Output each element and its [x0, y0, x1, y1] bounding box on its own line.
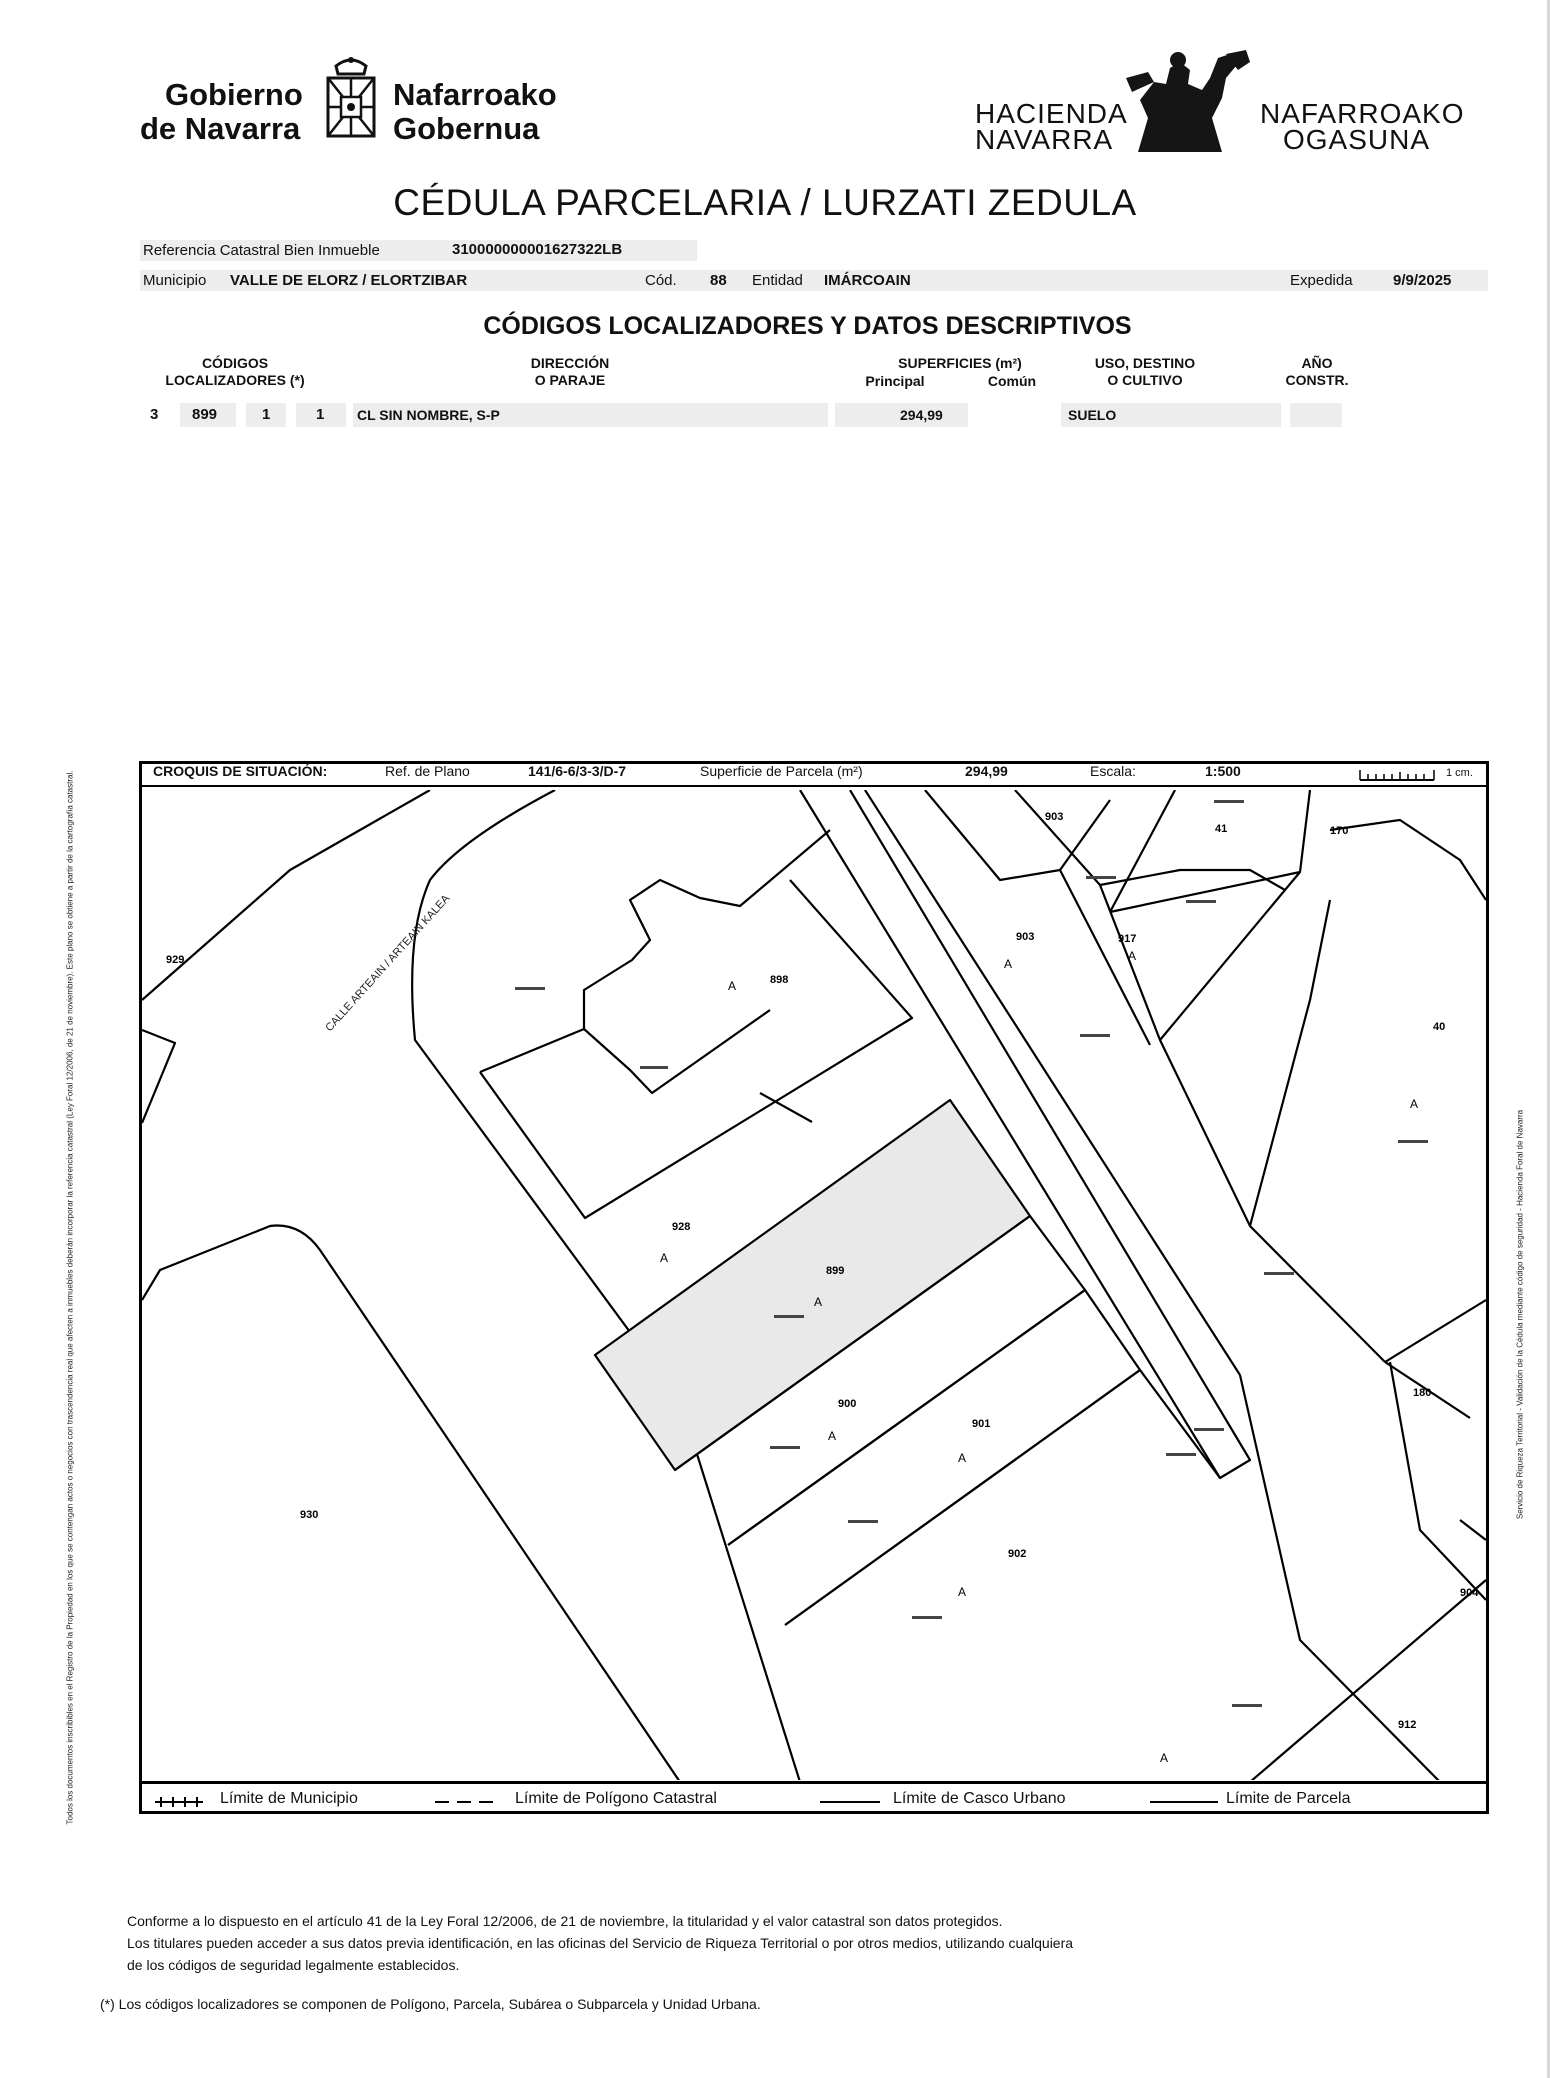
scale-unit: 1 cm.	[1446, 767, 1473, 779]
row-poligono: 3	[150, 406, 159, 423]
hacienda-text-1: HACIENDA	[975, 98, 1128, 129]
cod-value: 88	[710, 272, 727, 289]
svg-text:A: A	[1410, 1097, 1419, 1111]
svg-text:A: A	[1160, 1751, 1169, 1765]
reference-value: 31000000000162732​2LB	[452, 241, 623, 258]
parcel-label: 900	[838, 1398, 857, 1410]
row-subparcela: 1	[262, 406, 271, 423]
parcel-label: 904	[1460, 1587, 1479, 1599]
municipio-label: Municipio	[143, 272, 207, 289]
th-codigos: CÓDIGOS LOCALIZADORES (*)	[165, 355, 305, 388]
hacienda-text-2: NAVARRA	[975, 124, 1114, 155]
svg-text:A: A	[660, 1251, 669, 1265]
hacienda-text-4: OGASUNA	[1283, 124, 1431, 155]
parcel-label: 928	[672, 1221, 691, 1233]
parcel-label: 40	[1433, 1021, 1446, 1033]
superficie-value: 294,99	[965, 763, 1008, 779]
parcel-label: 899	[826, 1265, 845, 1277]
footnote: (*) Los códigos localizadores se componen de Polígono, Parcela, Subárea o Subparcela y Unidad Urbana.	[100, 1996, 761, 2012]
parcel-label: 180	[1413, 1387, 1432, 1399]
document-title: CÉDULA PARCELARIA / LURZATI ZEDULA	[393, 182, 1137, 223]
parcel-label: 917	[1118, 933, 1137, 945]
gov-logo-text-3: Nafarroako	[393, 77, 557, 112]
legend-poligono: Límite de Polígono Catastral	[515, 1790, 717, 1807]
legend-parcela: Límite de Parcela	[1226, 1790, 1351, 1807]
hacienda-text-3: NAFARROAKO	[1260, 98, 1465, 129]
svg-text:A: A	[958, 1451, 967, 1465]
cell-bg	[1290, 403, 1342, 427]
sketch-label: CROQUIS DE SITUACIÓN:	[153, 763, 328, 779]
th-comun: Común	[987, 373, 1037, 389]
parcel-label: 930	[300, 1509, 319, 1521]
hacienda-figure-logo-icon	[1118, 48, 1258, 156]
ref-plano-value: 141/6-6/3-3/D-7	[528, 763, 627, 779]
scale-bar-icon	[1358, 766, 1438, 782]
entidad-label: Entidad	[752, 272, 803, 289]
svg-text:A: A	[728, 979, 737, 993]
parcel-label: 903	[1045, 811, 1064, 823]
th-direccion: DIRECCIÓN O PARAJE	[530, 355, 610, 388]
parcel-label: 41	[1215, 823, 1228, 835]
parcel-label: 903	[1016, 931, 1035, 943]
sketch-legend-divider	[142, 1781, 1486, 1784]
escala-value: 1:500	[1205, 763, 1241, 779]
superficie-label: Superficie de Parcela (m²)	[700, 763, 863, 779]
th-superficies: SUPERFICIES (m²)	[898, 355, 1022, 371]
ref-plano-label: Ref. de Plano	[385, 763, 470, 779]
parcel-label: 902	[1008, 1548, 1027, 1560]
svg-text:A: A	[828, 1429, 837, 1443]
svg-text:A: A	[1004, 957, 1013, 971]
svg-text:A: A	[1128, 949, 1137, 963]
gov-logo-text-4: Gobernua	[393, 111, 540, 146]
legal-footer	[127, 1910, 1377, 1976]
sketch-header-divider	[142, 785, 1486, 787]
parcel-label: 898	[770, 974, 789, 986]
parcel-label: 901	[972, 1418, 991, 1430]
svg-text:A: A	[814, 1295, 823, 1309]
th-uso: USO, DESTINO O CULTIVO	[1094, 355, 1196, 388]
expedida-value: 9/9/2025	[1393, 272, 1452, 289]
parcel-label: 912	[1398, 1719, 1417, 1731]
row-principal: 294,99	[900, 407, 943, 423]
footer-line: de los códigos de seguridad legalmente establecidos.	[127, 1957, 460, 1973]
gov-logo-text-1: Gobierno	[165, 77, 303, 112]
legend-municipio: Límite de Municipio	[220, 1790, 358, 1807]
cadastral-map	[142, 790, 1486, 1780]
row-uso: SUELO	[1068, 407, 1117, 423]
legend-casco: Límite de Casco Urbano	[893, 1790, 1066, 1807]
side-note-right: Servicio de Riqueza Territorial - Validación de la Cédula mediante código de seguridad - Hacienda Foral de Navarra	[1515, 1109, 1525, 1520]
gov-logo-text-2: de Navarra	[140, 111, 301, 146]
section-title: CÓDIGOS LOCALIZADORES Y DATOS DESCRIPTIVOS	[483, 312, 1132, 340]
svg-text:A: A	[958, 1585, 967, 1599]
escala-label: Escala:	[1090, 763, 1136, 779]
row-direccion: CL SIN NOMBRE, S-P	[357, 407, 500, 423]
parcel-label: 929	[166, 954, 185, 966]
th-principal: Principal	[865, 373, 925, 389]
expedida-label: Expedida	[1290, 272, 1353, 289]
footer-line: Los titulares pueden acceder a sus datos previa identificación, en las oficinas del Servicio de Riqueza Territorial o por otros medios, utilizando cualquiera	[127, 1935, 1074, 1951]
cod-label: Cód.	[645, 272, 677, 289]
parcel-label: 170	[1330, 825, 1349, 837]
th-anio: AÑO CONSTR.	[1285, 355, 1349, 388]
municipio-value: VALLE DE ELORZ / ELORTZIBAR	[230, 272, 468, 289]
street-name: CALLE ARTEAIN / ARTEAIN KALEA	[323, 892, 453, 1035]
row-parcela: 899	[192, 406, 218, 423]
side-note-left: Todos los documentos inscribibles en el Registro de la Propiedad en los que se contengan actos o negocios con trascendencia real que afecten a inmuebles deberán incorporar la referencia catastral (Ley Foral 12/2006, de 21 de noviembre). Este plano se obtiene a partir de la cartografía catastral.	[65, 770, 75, 1825]
reference-label: Referencia Catastral Bien Inmueble	[143, 242, 380, 259]
entidad-value: IMÁRCOAIN	[824, 272, 911, 289]
footer-line: Conforme a lo dispuesto en el artículo 41 de la Ley Foral 12/2006, de 21 de noviembre, la titularidad y el valor catastral son datos protegidos.	[127, 1913, 1003, 1929]
navarra-coat-of-arms-icon	[322, 52, 380, 148]
row-unidad: 1	[316, 406, 325, 423]
